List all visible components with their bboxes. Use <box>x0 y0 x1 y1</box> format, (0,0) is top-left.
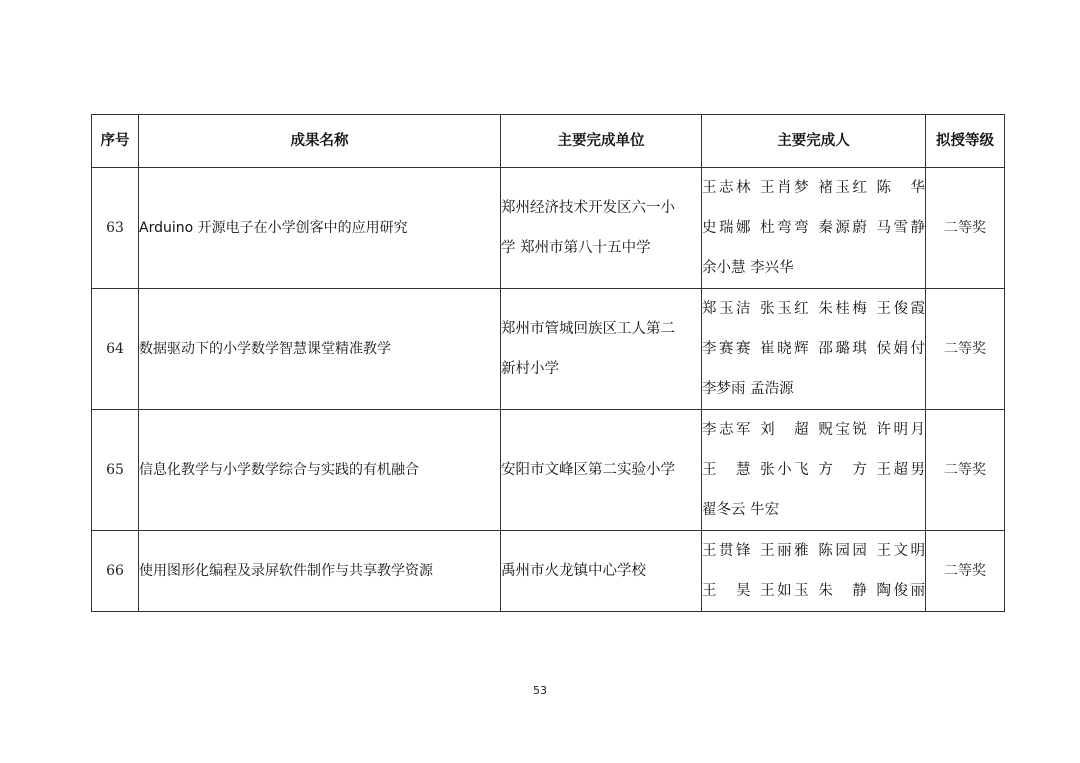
unit-line: 学 郑州市第八十五中学 <box>501 240 651 256</box>
cell-unit <box>501 168 702 289</box>
cell-people <box>702 168 926 289</box>
people-line: 余小慧 李兴华 <box>702 260 794 276</box>
people-line: 史瑞娜 杜弯弯 秦源蔚 马雪静 <box>702 220 925 236</box>
awards-table <box>91 114 1005 612</box>
header-seq: 序号 <box>92 115 139 168</box>
cell-seq: 65 <box>92 410 139 531</box>
table-row <box>92 289 1005 410</box>
cell-seq: 66 <box>92 531 139 612</box>
cell-title: 信息化教学与小学数学综合与实践的有机融合 <box>139 410 501 531</box>
cell-people <box>702 531 926 612</box>
unit-line: 郑州经济技术开发区六一小 <box>501 200 675 216</box>
table-row <box>92 531 1005 612</box>
cell-seq: 64 <box>92 289 139 410</box>
cell-people <box>702 410 926 531</box>
cell-title: Arduino 开源电子在小学创客中的应用研究 <box>139 168 501 289</box>
cell-unit <box>501 289 702 410</box>
people-line: 王志林 王肖梦 褚玉红 陈 华 <box>702 180 925 196</box>
unit-line: 郑州市管城回族区工人第二 <box>501 321 675 337</box>
cell-level: 二等奖 <box>926 531 1005 612</box>
people-line: 李志军 刘 超 贶宝锐 许明月 <box>702 422 925 438</box>
header-unit: 主要完成单位 <box>501 115 702 168</box>
cell-seq: 63 <box>92 168 139 289</box>
people-line: 王 昊 王如玉 朱 静 陶俊丽 <box>702 583 925 599</box>
table-row <box>92 410 1005 531</box>
unit-line: 新村小学 <box>501 361 559 377</box>
cell-people <box>702 289 926 410</box>
people-line: 翟冬云 牛宏 <box>702 502 780 518</box>
unit-line: 安阳市文峰区第二实验小学 <box>501 462 675 478</box>
cell-level: 二等奖 <box>926 410 1005 531</box>
header-title: 成果名称 <box>139 115 501 168</box>
cell-level: 二等奖 <box>926 289 1005 410</box>
table-row <box>92 168 1005 289</box>
people-line: 郑玉洁 张玉红 朱桂梅 王俊霞 <box>702 301 925 317</box>
people-line: 李赛赛 崔晓辉 邵璐琪 侯娟付 <box>702 341 925 357</box>
header-level: 拟授等级 <box>926 115 1005 168</box>
people-line: 王贯锋 王丽雅 陈园园 王文明 <box>702 543 925 559</box>
cell-title: 数据驱动下的小学数学智慧课堂精准教学 <box>139 289 501 410</box>
cell-level: 二等奖 <box>926 168 1005 289</box>
people-line: 王 慧 张小飞 方 方 王超男 <box>702 462 925 478</box>
people-line: 李梦雨 孟浩源 <box>702 381 794 397</box>
page-number: 53 <box>533 684 547 697</box>
cell-title: 使用图形化编程及录屏软件制作与共享教学资源 <box>139 531 501 612</box>
header-people: 主要完成人 <box>702 115 926 168</box>
unit-line: 禹州市火龙镇中心学校 <box>501 563 646 579</box>
cell-unit <box>501 531 702 612</box>
table-header-row <box>92 115 1005 168</box>
cell-unit <box>501 410 702 531</box>
